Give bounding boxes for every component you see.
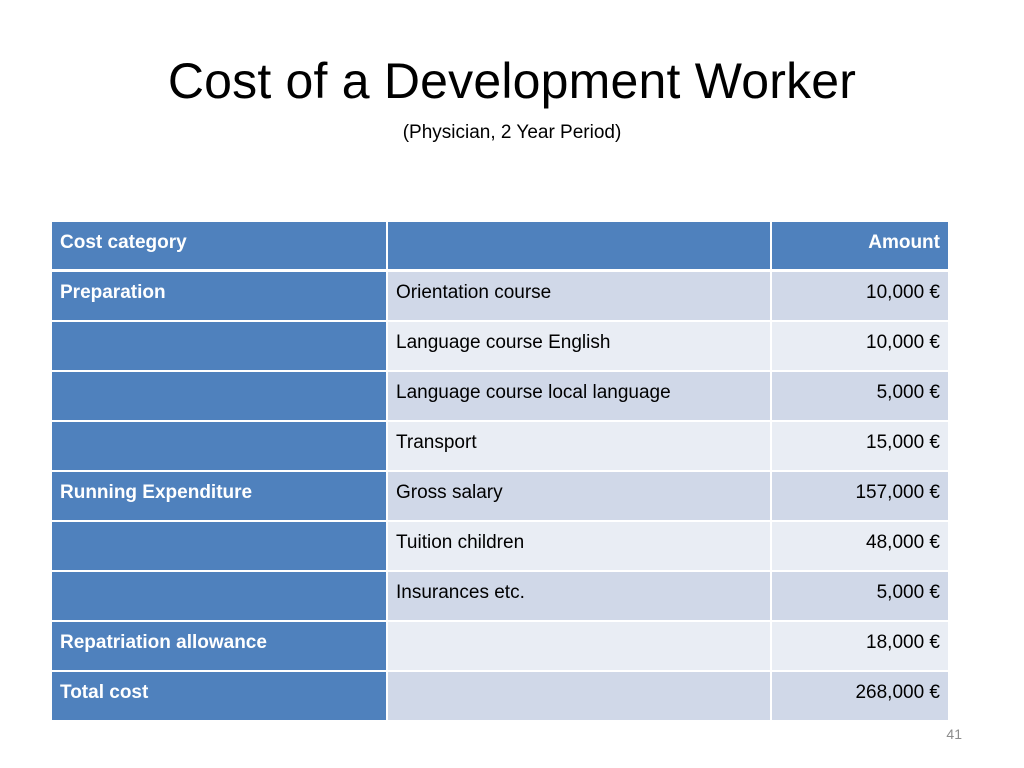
- header-item: [388, 222, 772, 272]
- row-category: Repatriation allowance: [52, 622, 388, 672]
- row-category: Preparation: [52, 272, 388, 322]
- row-item: Language course local language: [388, 372, 772, 422]
- row-category: [52, 372, 388, 422]
- row-category: [52, 572, 388, 622]
- table-row: [52, 272, 948, 322]
- table-row: [52, 422, 948, 472]
- slide-title: Cost of a Development Worker: [167, 53, 857, 109]
- row-amount: 18,000 €: [772, 622, 948, 672]
- row-amount: 48,000 €: [772, 522, 948, 572]
- table-row: [52, 372, 948, 422]
- header-amount: Amount: [772, 222, 948, 272]
- row-amount: 10,000 €: [772, 322, 948, 372]
- row-item: Insurances etc.: [388, 572, 772, 622]
- row-category: [52, 522, 388, 572]
- row-category: Running Expenditure: [52, 472, 388, 522]
- row-item: Language course English: [388, 322, 772, 372]
- row-amount: 10,000 €: [772, 272, 948, 322]
- slide-subtitle: (Physician, 2 Year Period): [402, 122, 622, 143]
- row-amount: 15,000 €: [772, 422, 948, 472]
- row-item: [388, 672, 772, 722]
- row-category: [52, 422, 388, 472]
- table-row: [52, 672, 948, 722]
- table-row: [52, 472, 948, 522]
- row-amount: 5,000 €: [772, 572, 948, 622]
- page-number: 41: [946, 726, 962, 742]
- table-header-row: [52, 222, 948, 272]
- row-item: [388, 622, 772, 672]
- row-item: Transport: [388, 422, 772, 472]
- header-cost-category: Cost category: [52, 222, 388, 272]
- row-amount: 5,000 €: [772, 372, 948, 422]
- row-amount: 157,000 €: [772, 472, 948, 522]
- table-row: [52, 522, 948, 572]
- row-item: Orientation course: [388, 272, 772, 322]
- row-item: Gross salary: [388, 472, 772, 522]
- row-category: Total cost: [52, 672, 388, 722]
- row-category: [52, 322, 388, 372]
- row-item: Tuition children: [388, 522, 772, 572]
- table-row: [52, 622, 948, 672]
- table-row: [52, 572, 948, 622]
- table-row: [52, 322, 948, 372]
- row-amount: 268,000 €: [772, 672, 948, 722]
- cost-table: [52, 222, 948, 722]
